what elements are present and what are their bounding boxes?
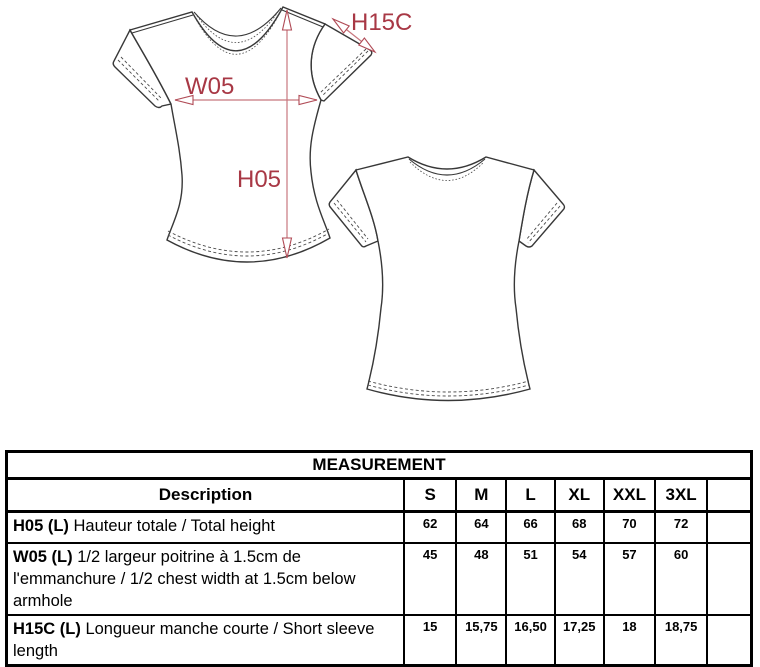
value-cell: 66	[506, 512, 554, 544]
empty-cell	[707, 512, 751, 544]
front-shirt-drawing	[113, 7, 372, 262]
value-cell: 51	[506, 543, 554, 615]
measure-code: W05 (L)	[13, 548, 73, 566]
measure-description: Longueur manche courte / Short sleeve length	[13, 620, 375, 660]
value-cell: 54	[555, 543, 604, 615]
col-header-description: Description	[7, 479, 405, 512]
h15c-label: H15C	[351, 9, 413, 36]
desc-cell-h15c	[7, 615, 405, 666]
measure-code: H05 (L)	[13, 517, 69, 535]
measurement-table	[5, 450, 753, 667]
value-cell: 70	[604, 512, 655, 544]
value-cell: 15,75	[456, 615, 506, 666]
value-cell: 18	[604, 615, 655, 666]
measurement-table-container	[5, 450, 753, 667]
value-cell: 48	[456, 543, 506, 615]
value-cell: 60	[655, 543, 707, 615]
table-row-h05	[7, 512, 752, 544]
w05-label: W05	[185, 73, 235, 100]
col-header-size-m: M	[456, 479, 506, 512]
back-shirt-drawing	[329, 157, 564, 401]
table-row-h15c	[7, 615, 752, 666]
value-cell: 16,50	[506, 615, 554, 666]
value-cell: 68	[555, 512, 604, 544]
front-body	[130, 7, 330, 262]
value-cell: 64	[456, 512, 506, 544]
value-cell: 72	[655, 512, 707, 544]
measure-description: Hauteur totale / Total height	[73, 517, 276, 535]
desc-cell-h05	[7, 512, 405, 544]
value-cell: 17,25	[555, 615, 604, 666]
value-cell: 15	[404, 615, 456, 666]
empty-cell	[707, 615, 751, 666]
value-cell: 18,75	[655, 615, 707, 666]
col-header-size-l: L	[506, 479, 554, 512]
table-title: MEASUREMENT	[7, 452, 752, 479]
col-header-size-xl: XL	[555, 479, 604, 512]
back-body	[356, 157, 534, 401]
col-header-size-3xl: 3XL	[655, 479, 707, 512]
measure-description: 1/2 largeur poitrine à 1.5cm de l'emmanchure / 1/2 chest width at 1.5cm below armhole	[13, 548, 356, 610]
empty-cell	[707, 543, 751, 615]
table-row-w05	[7, 543, 752, 615]
table-title-row	[7, 452, 752, 479]
col-header-size-s: S	[404, 479, 456, 512]
table-header-row	[7, 479, 752, 512]
value-cell: 57	[604, 543, 655, 615]
value-cell: 62	[404, 512, 456, 544]
col-header-empty	[707, 479, 751, 512]
col-header-size-xxl: XXL	[604, 479, 655, 512]
measure-code: H15C (L)	[13, 620, 81, 638]
value-cell: 45	[404, 543, 456, 615]
desc-cell-w05	[7, 543, 405, 615]
h05-label: H05	[237, 166, 282, 193]
